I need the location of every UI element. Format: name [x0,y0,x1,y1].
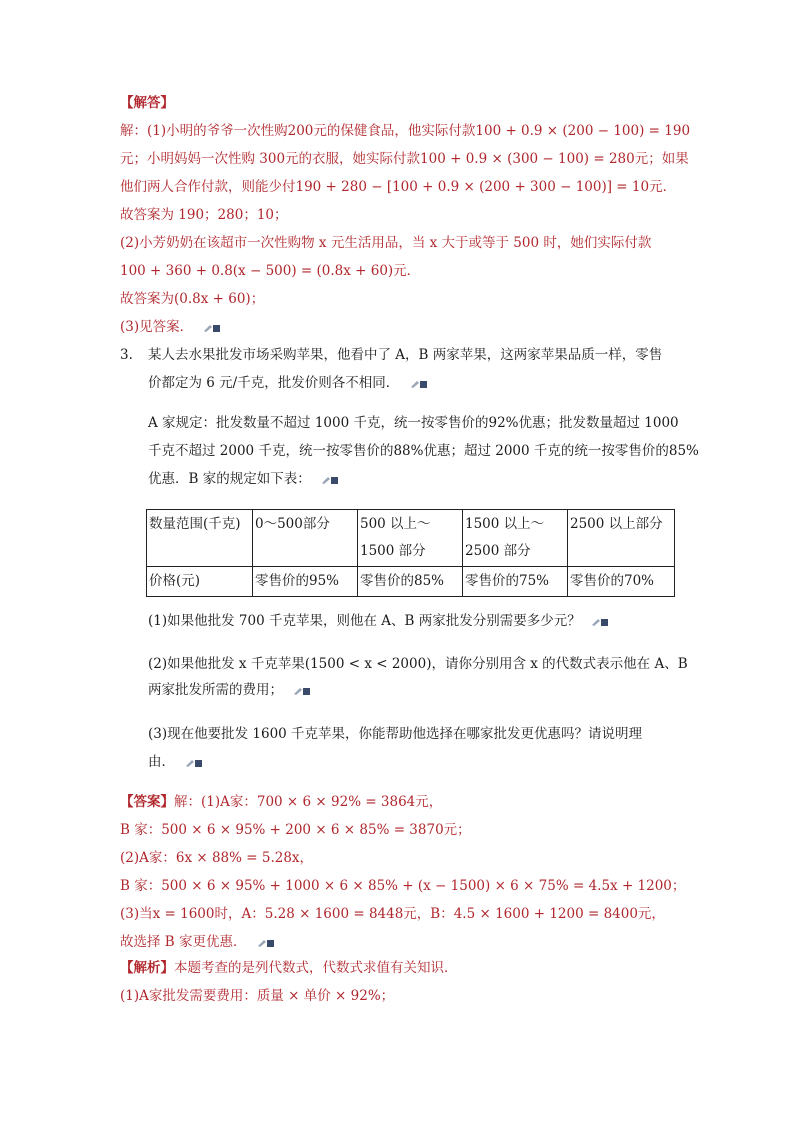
price-table [146,509,675,597]
pen-note-icon [293,686,311,696]
question-2-line-2 [148,680,311,700]
problem-3-line-2 [148,373,428,393]
table-cell: 1500 以上～2500 部分 [463,510,568,567]
analysis-header: 【解析】 [120,960,174,976]
pen-note-icon [203,323,221,333]
solution-line-5: (2)小芳奶奶在该超市一次性购物 x 元生活用品，当 x 大于或等于 500 时，她们实际付款 [120,235,652,251]
table-row [147,567,675,597]
analysis-line-2: (1)A家批发需要费用：质量 × 单价 × 92%； [120,988,395,1004]
problem-3-line-1: 某人去水果批发市场采购苹果，他看中了 A，B 两家苹果，这两家苹果品质一样，零售 [148,347,663,363]
question-1 [148,611,609,631]
pen-note-icon [321,475,339,485]
table-cell: 数量范围(千克) [147,510,253,567]
rule-a-line-3-text: 优惠．B 家的规定如下表： [148,471,311,487]
question-1-text: (1)如果他批发 700 千克苹果，则他在 A、B 两家批发分别需要多少元？ [148,613,581,629]
answer-line-6 [120,932,275,952]
analysis-line-1-text: 本题考查的是列代数式，代数式求值有关知识． [174,960,458,976]
solution-line-1: 解：(1)小明的爷爷一次性购200元的保健食品，他实际付款100 + 0.9 × (200 − 100) = 190 [120,123,691,139]
solution-line-8-text: (3)见答案． [120,319,194,335]
table-cell: 0～500部分 [253,510,358,567]
solution-line-3: 他们两人合作付款，则能少付190 + 280 − [100 + 0.9 × (200 + 300 − 100)] = 10元． [120,179,677,195]
pen-note-icon [591,617,609,627]
analysis-line-1 [120,958,458,978]
table-cell: 2500 以上部分 [568,510,675,567]
solution-header: 【解答】 [120,95,174,111]
answer-line-6-text: 故选择 B 家更优惠． [120,934,247,950]
solution-line-7: 故答案为(0.8x + 60)； [120,291,265,307]
table-cell: 零售价的85% [358,567,463,597]
table-cell: 零售价的75% [463,567,568,597]
table-cell: 500 以上～1500 部分 [358,510,463,567]
solution-line-8 [120,317,221,337]
table-row [147,510,675,567]
answer-line-5: (3)当x = 1600时，A：5.28 × 1600 = 8448元，B：4.5 × 1600 + 1200 = 8400元， [120,906,665,922]
rule-a-line-3 [148,469,339,489]
table-cell: 零售价的95% [253,567,358,597]
pen-note-icon [257,938,275,948]
question-2-line-1: (2)如果他批发 x 千克苹果(1500 < x < 2000)，请你分别用含 x 的代数式表示他在 A、B [148,656,688,672]
answer-line-1 [120,792,442,812]
answer-header: 【答案】 [120,794,174,810]
question-2-line-2-text: 两家批发所需的费用； [148,682,283,698]
problem-3-line-2-text: 价都定为 6 元/千克，批发价则各不相同． [148,375,400,391]
problem-3-number: 3. [120,347,133,363]
question-3-line-1: (3)现在他要批发 1600 千克苹果，你能帮助他选择在哪家批发更优惠吗？请说明理 [148,726,643,742]
solution-line-6: 100 + 360 + 0.8(x − 500) = (0.8x + 60)元． [120,263,421,279]
rule-a-line-2: 千克不超过 2000 千克，统一按零售价的88%优惠；超过 2000 千克的统一按零售价的85% [148,443,699,459]
solution-line-4: 故答案为 190；280；10； [120,207,288,223]
pen-note-icon [185,758,203,768]
answer-line-3: (2)A家：6x × 88% = 5.28x， [120,850,314,866]
table-cell: 价格(元) [147,567,253,597]
question-3-line-2-text: 由． [148,754,175,770]
question-3-line-2 [148,752,203,772]
table-cell: 零售价的70% [568,567,675,597]
rule-a-line-1: A 家规定：批发数量不超过 1000 千克，统一按零售价的92%优惠；批发数量超过 1000 [148,415,679,431]
pen-note-icon [410,379,428,389]
answer-line-1-text: 解：(1)A家：700 × 6 × 92% = 3864元， [174,794,443,810]
answer-line-2: B 家：500 × 6 × 95% + 200 × 6 × 85% = 3870元； [120,822,471,838]
solution-line-2: 元；小明妈妈一次性购 300元的衣服，她实际付款100 + 0.9 × (300 − 100) = 280元；如果 [120,151,689,167]
answer-line-4: B 家：500 × 6 × 95% + 1000 × 6 × 85% + (x − 1500) × 6 × 75% = 4.5x + 1200； [120,878,686,894]
